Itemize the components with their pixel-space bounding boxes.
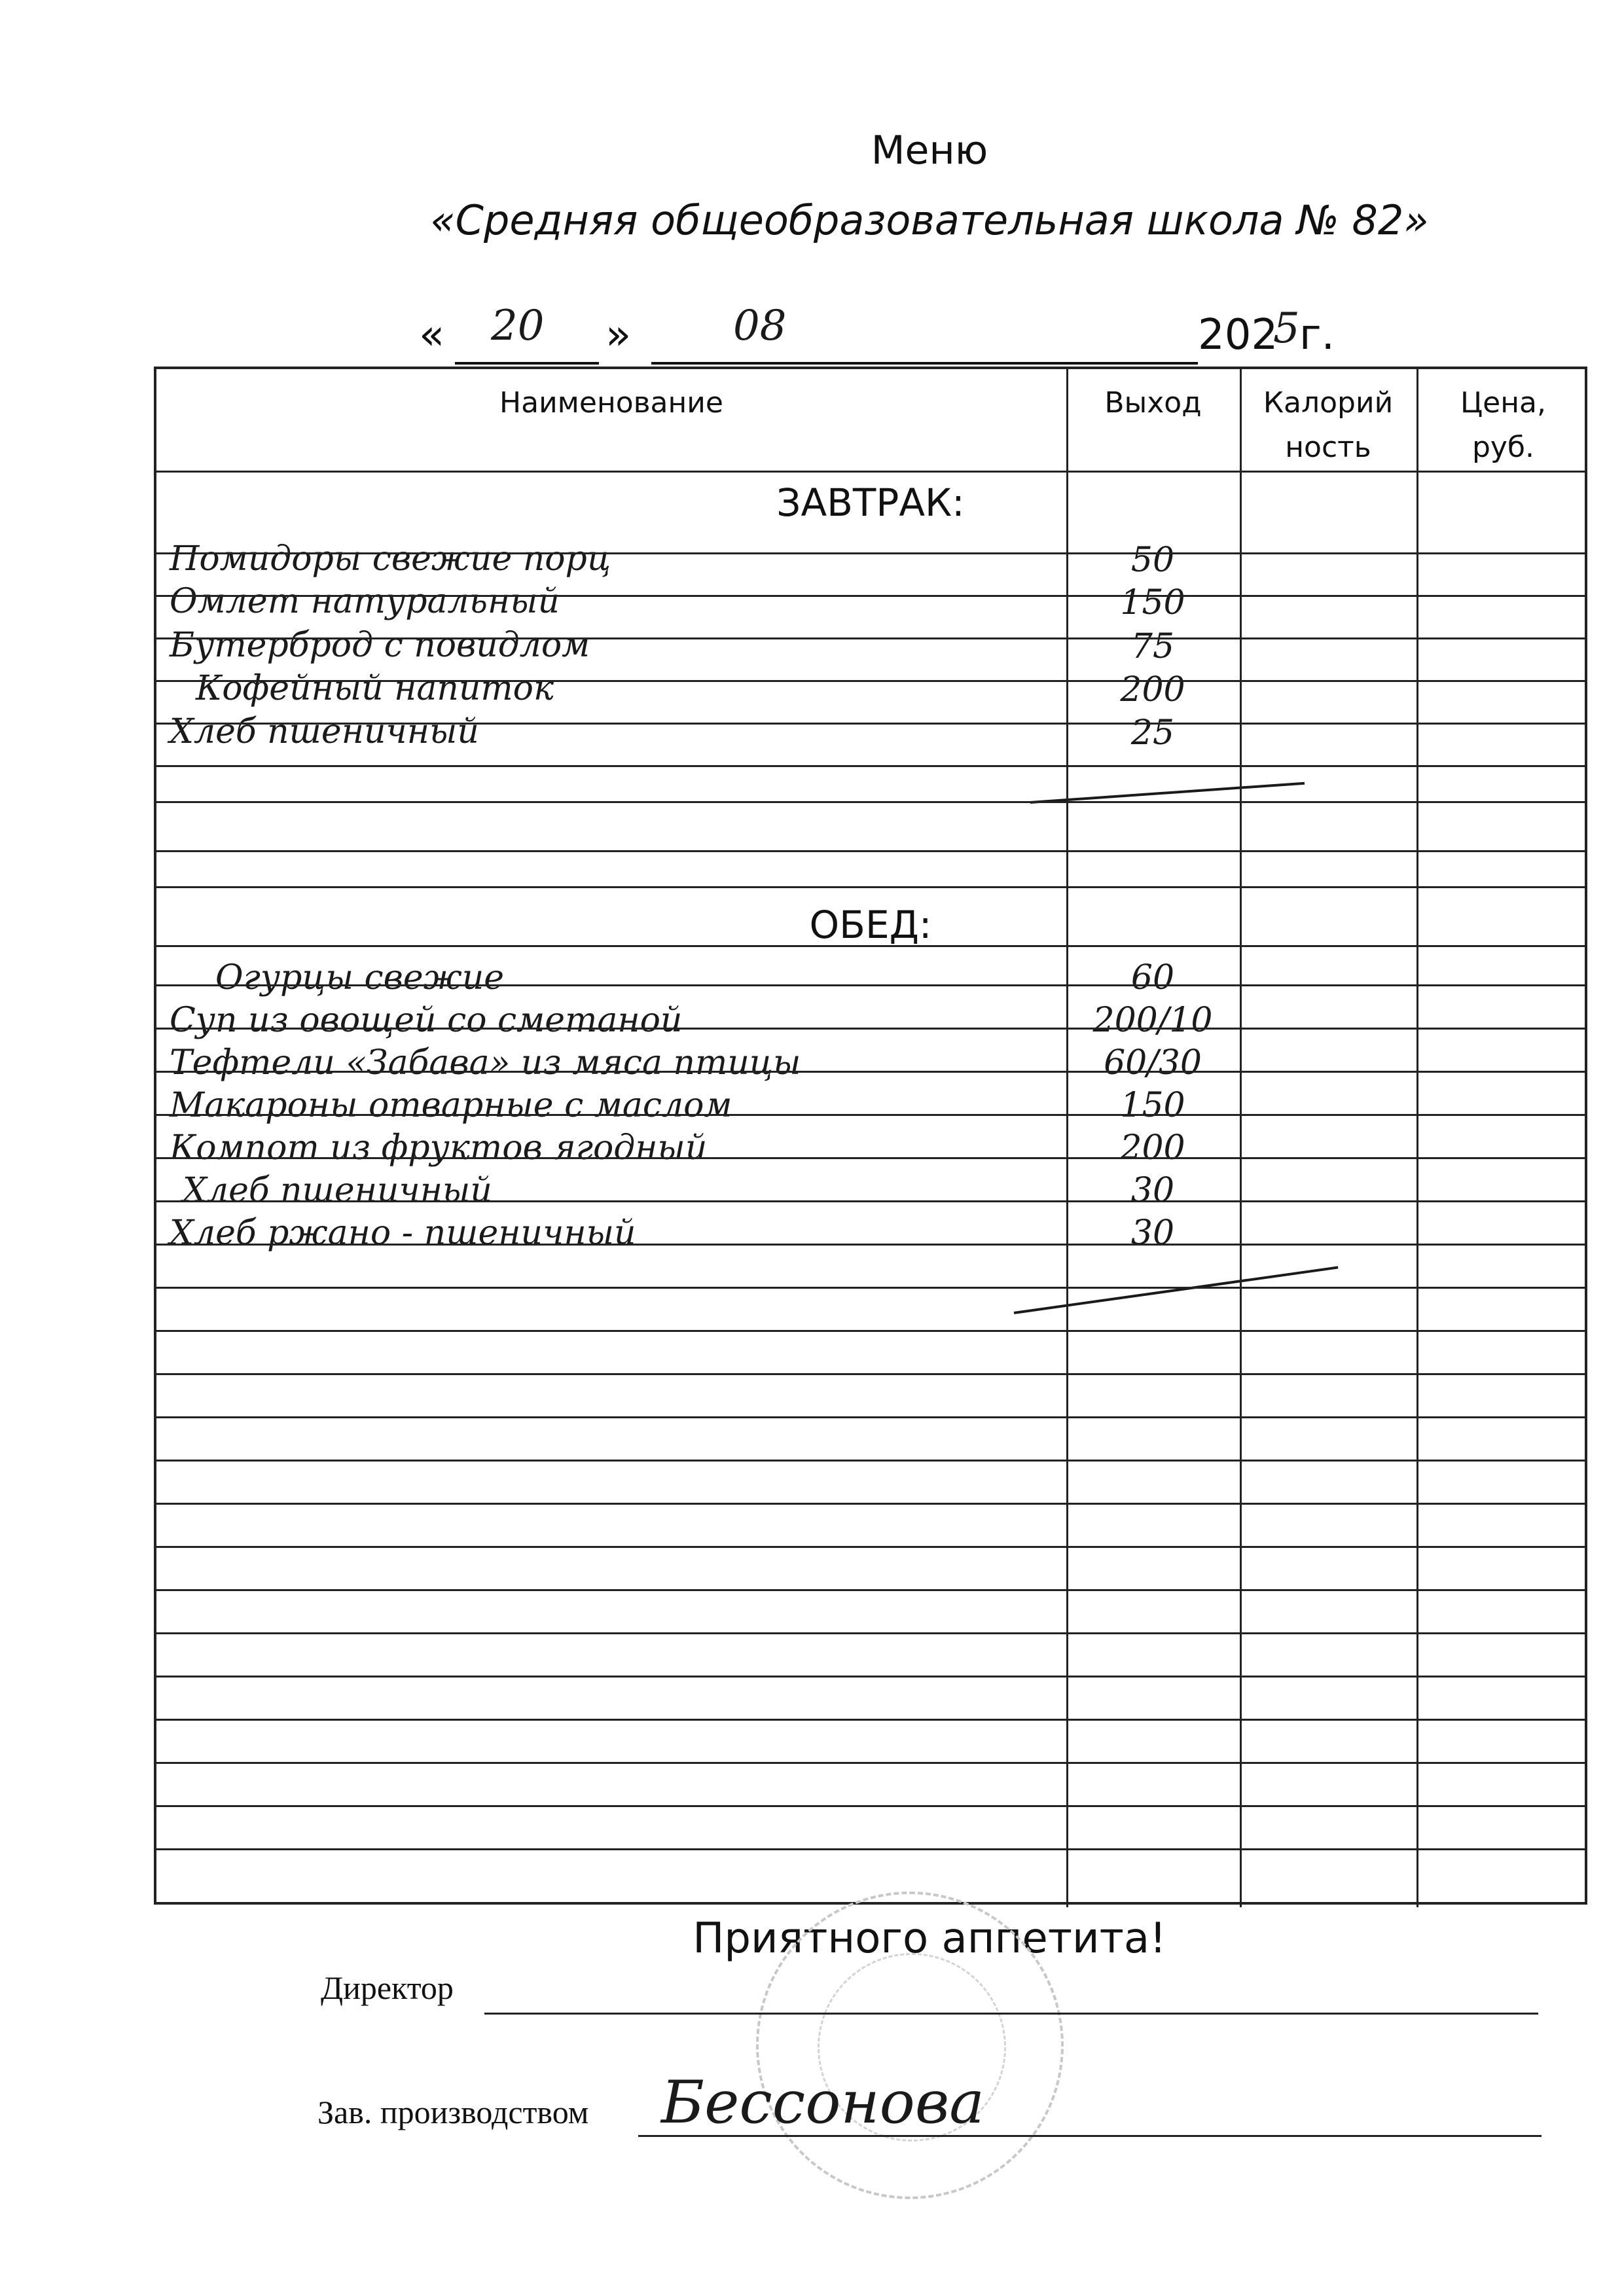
lunch-item-3-name: Тефтели «Забава» из мяса птицы (170, 1043, 801, 1083)
col-header-calories (1240, 381, 1416, 470)
col-header-calories-line2: ность (1285, 431, 1371, 465)
lunch-item-1-name: Огурцы свежие (215, 958, 505, 997)
production-signature: Бессонова (661, 2068, 984, 2137)
lunch-item-2-yield: 200/10 (1092, 1001, 1213, 1040)
col-header-price (1416, 381, 1590, 470)
lunch-item-3-yield: 60/30 (1104, 1043, 1202, 1083)
table-row-line-24 (156, 1503, 1585, 1505)
table-row-line-12 (156, 984, 1585, 986)
table-row-line-23 (156, 1460, 1585, 1462)
table-row-line-21 (156, 1373, 1585, 1375)
table-row-line-25 (156, 1546, 1585, 1548)
production-label: Зав. производством (317, 2094, 589, 2130)
table-row-line-13 (156, 1028, 1585, 1030)
lunch-item-6-yield: 30 (1130, 1171, 1175, 1210)
table-row-line-1 (156, 471, 1585, 473)
table-row-line-15 (156, 1114, 1585, 1116)
table-row-line-2 (156, 552, 1585, 554)
director-signature-line (484, 2013, 1538, 2015)
breakfast-item-3-yield: 75 (1130, 627, 1175, 666)
menu-title: Меню (871, 128, 988, 173)
table-row-line-8 (156, 801, 1585, 803)
lunch-end-stroke (1014, 1266, 1339, 1314)
lunch-label: ОБЕД: (809, 903, 932, 947)
table-row-line-26 (156, 1589, 1585, 1591)
col-header-price-line1: Цена, (1460, 386, 1546, 420)
director-label: Директор (321, 1969, 454, 2006)
date-month: 08 (733, 302, 787, 350)
breakfast-end-stroke (1030, 782, 1305, 804)
table-row-line-30 (156, 1762, 1585, 1764)
date-day: 20 (491, 302, 545, 350)
table-row-line-14 (156, 1071, 1585, 1073)
table-row-line-29 (156, 1719, 1585, 1721)
breakfast-item-2-name: Омлет натуральный (170, 582, 560, 621)
breakfast-item-4-name: Кофейный напиток (196, 669, 554, 708)
breakfast-item-5-name: Хлеб пшеничный (170, 712, 479, 751)
breakfast-item-2-yield: 150 (1120, 583, 1185, 622)
table-row-line-19 (156, 1287, 1585, 1289)
breakfast-item-4-yield: 200 (1120, 670, 1185, 709)
table-row-line-31 (156, 1805, 1585, 1807)
table-col-line-2 (1240, 369, 1242, 1907)
table-row-line-4 (156, 637, 1585, 639)
lunch-item-4-name: Макароны отварные с маслом (170, 1086, 732, 1125)
table-row-line-5 (156, 680, 1585, 682)
table-col-line-1 (1066, 369, 1068, 1907)
table-row-line-3 (156, 595, 1585, 597)
breakfast-item-3-name: Бутерброд с повидлом (170, 626, 590, 665)
table-row-line-10 (156, 886, 1585, 888)
table-row-line-6 (156, 723, 1585, 725)
breakfast-item-1-name: Помидоры свежие порц (170, 539, 611, 579)
date-day-blank (455, 362, 599, 365)
table-row-line-18 (156, 1244, 1585, 1246)
lunch-item-5-name: Компот из фруктов ягодный (170, 1128, 708, 1168)
lunch-item-7-yield: 30 (1130, 1213, 1175, 1253)
col-header-name: Наименование (499, 386, 723, 420)
lunch-item-4-yield: 150 (1120, 1086, 1185, 1125)
table-row-line-28 (156, 1676, 1585, 1677)
lunch-item-5-yield: 200 (1120, 1128, 1185, 1168)
date-month-blank (651, 362, 1198, 365)
table-row-line-16 (156, 1157, 1585, 1159)
table-row-line-22 (156, 1416, 1585, 1418)
breakfast-item-5-yield: 25 (1130, 713, 1175, 753)
lunch-item-6-name: Хлеб пшеничный (183, 1171, 492, 1210)
menu-table (154, 367, 1587, 1905)
table-row-line-32 (156, 1848, 1585, 1850)
table-row-line-11 (156, 945, 1585, 947)
school-name: «Средняя общеобразовательная школа № 82» (430, 196, 1429, 244)
table-row-line-17 (156, 1200, 1585, 1202)
lunch-item-7-name: Хлеб ржано - пшеничный (170, 1213, 636, 1253)
date-year-prefix: 202 (1198, 311, 1278, 359)
breakfast-label: ЗАВТРАК: (776, 480, 965, 525)
table-row-line-9 (156, 850, 1585, 852)
date-year-suffix: 5 (1273, 304, 1300, 353)
closing-message: Приятного аппетита! (693, 1914, 1166, 1963)
breakfast-item-1-yield: 50 (1130, 541, 1175, 580)
col-header-calories-line1: Калорий (1263, 386, 1394, 420)
table-row-line-20 (156, 1330, 1585, 1332)
col-header-yield: Выход (1104, 386, 1202, 420)
date-open-quote: « (419, 311, 445, 359)
lunch-item-1-yield: 60 (1130, 958, 1175, 997)
table-row-line-27 (156, 1632, 1585, 1634)
table-col-line-3 (1416, 369, 1418, 1907)
date-line (419, 302, 1335, 370)
date-close-quote: » (605, 311, 632, 359)
date-year-mark: г. (1299, 311, 1335, 359)
col-header-price-line2: руб. (1471, 431, 1535, 465)
lunch-item-2-name: Суп из овощей со сметаной (170, 1001, 683, 1040)
round-stamp (756, 1892, 1064, 2199)
table-row-line-7 (156, 765, 1585, 767)
